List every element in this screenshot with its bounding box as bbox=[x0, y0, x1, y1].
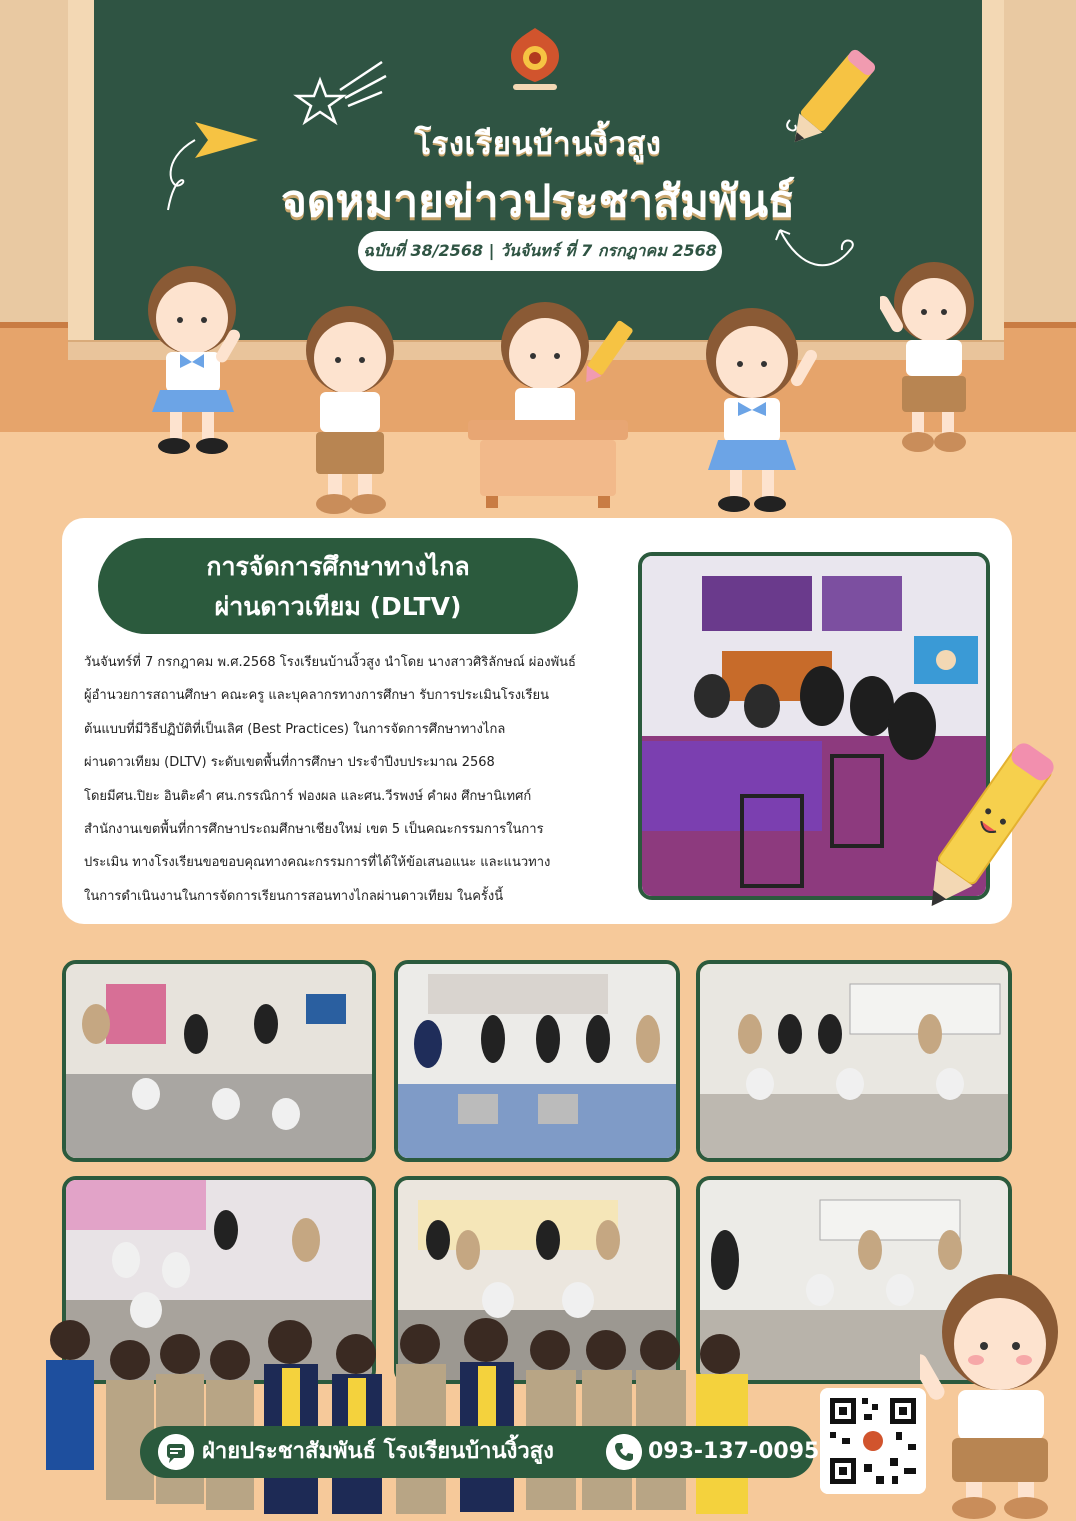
classroom-photo-1 bbox=[62, 960, 376, 1162]
school-name: โรงเรียนบ้านงิ้วสูง bbox=[414, 126, 662, 162]
footer-phone[interactable]: 093-137-0095 bbox=[648, 1439, 820, 1464]
student-boy-illustration bbox=[290, 292, 410, 522]
student-at-desk-illustration bbox=[460, 290, 650, 510]
newsletter-title: จดหมายข่าวประชาสัมพันธ์ bbox=[281, 176, 795, 227]
article-heading-line2: ผ่านดาวเทียม (DLTV) bbox=[214, 592, 462, 621]
article-line: ต้นแบบที่มีวิธีปฏิบัติที่เป็นเลิศ (Best Practices) ในการจัดการศึกษาทางไกล bbox=[84, 721, 506, 737]
student-girl-illustration bbox=[130, 248, 260, 458]
classroom-photo-2 bbox=[394, 960, 680, 1162]
phone-icon bbox=[606, 1434, 642, 1470]
article-body bbox=[84, 646, 640, 913]
article-line: ผู้อำนวยการสถานศึกษา คณะครู และบุคลากรทางการศึกษา รับการประเมินโรงเรียน bbox=[84, 688, 549, 704]
article-line: โดยมีศน.ปิยะ อินติะคำ ศน.กรรณิการ์ ฟองผล และศน.วีรพงษ์ คำผง ศึกษานิเทศก์ bbox=[84, 788, 532, 804]
article-line: ในการดำเนินงานในการจัดการเรียนการสอนทางไกลผ่านดาวเทียม ในครั้งนี้ bbox=[84, 888, 504, 904]
school-emblem-icon bbox=[503, 26, 567, 96]
article-line: ประเมิน ทางโรงเรียนขอขอบคุณทางคณะกรรมการที่ได้ให้ข้อเสนอแนะ และแนวทาง bbox=[84, 855, 551, 871]
article-heading bbox=[98, 538, 578, 634]
message-icon bbox=[158, 1434, 194, 1470]
student-boy-waving-illustration bbox=[880, 250, 990, 460]
classroom-photo-3 bbox=[696, 960, 1012, 1162]
pencil-mascot-illustration bbox=[900, 730, 1060, 930]
article-line: วันจันทร์ที่ 7 กรกฎาคม พ.ศ.2568 โรงเรียนบ้านงิ้วสูง นำโดย นางสาวศิริลักษณ์ ผ่องพันธ์ bbox=[84, 655, 576, 670]
student-boy-mascot-illustration bbox=[920, 1262, 1070, 1521]
student-girl-waving-illustration bbox=[690, 292, 840, 520]
qr-code-icon[interactable] bbox=[820, 1388, 926, 1494]
article-line: สำนักงานเขตพื้นที่การศึกษาประถมศึกษาเชียงใหม่ เขต 5 เป็นคณะกรรมการในการ bbox=[84, 822, 544, 838]
staff-group-photo bbox=[20, 1310, 760, 1521]
article-line: ผ่านดาวเทียม (DLTV) ระดับเขตพื้นที่การศึกษา ประจำปีงบประมาณ 2568 bbox=[84, 755, 495, 771]
footer-department: ฝ่ายประชาสัมพันธ์ โรงเรียนบ้านงิ้วสูง bbox=[202, 1439, 554, 1464]
article-heading-line1: การจัดการศึกษาทางไกล bbox=[206, 552, 470, 581]
issue-badge: ฉบับที่ 38/2568 | วันจันทร์ ที่ 7 กรกฎาคม 2568 bbox=[358, 231, 722, 271]
